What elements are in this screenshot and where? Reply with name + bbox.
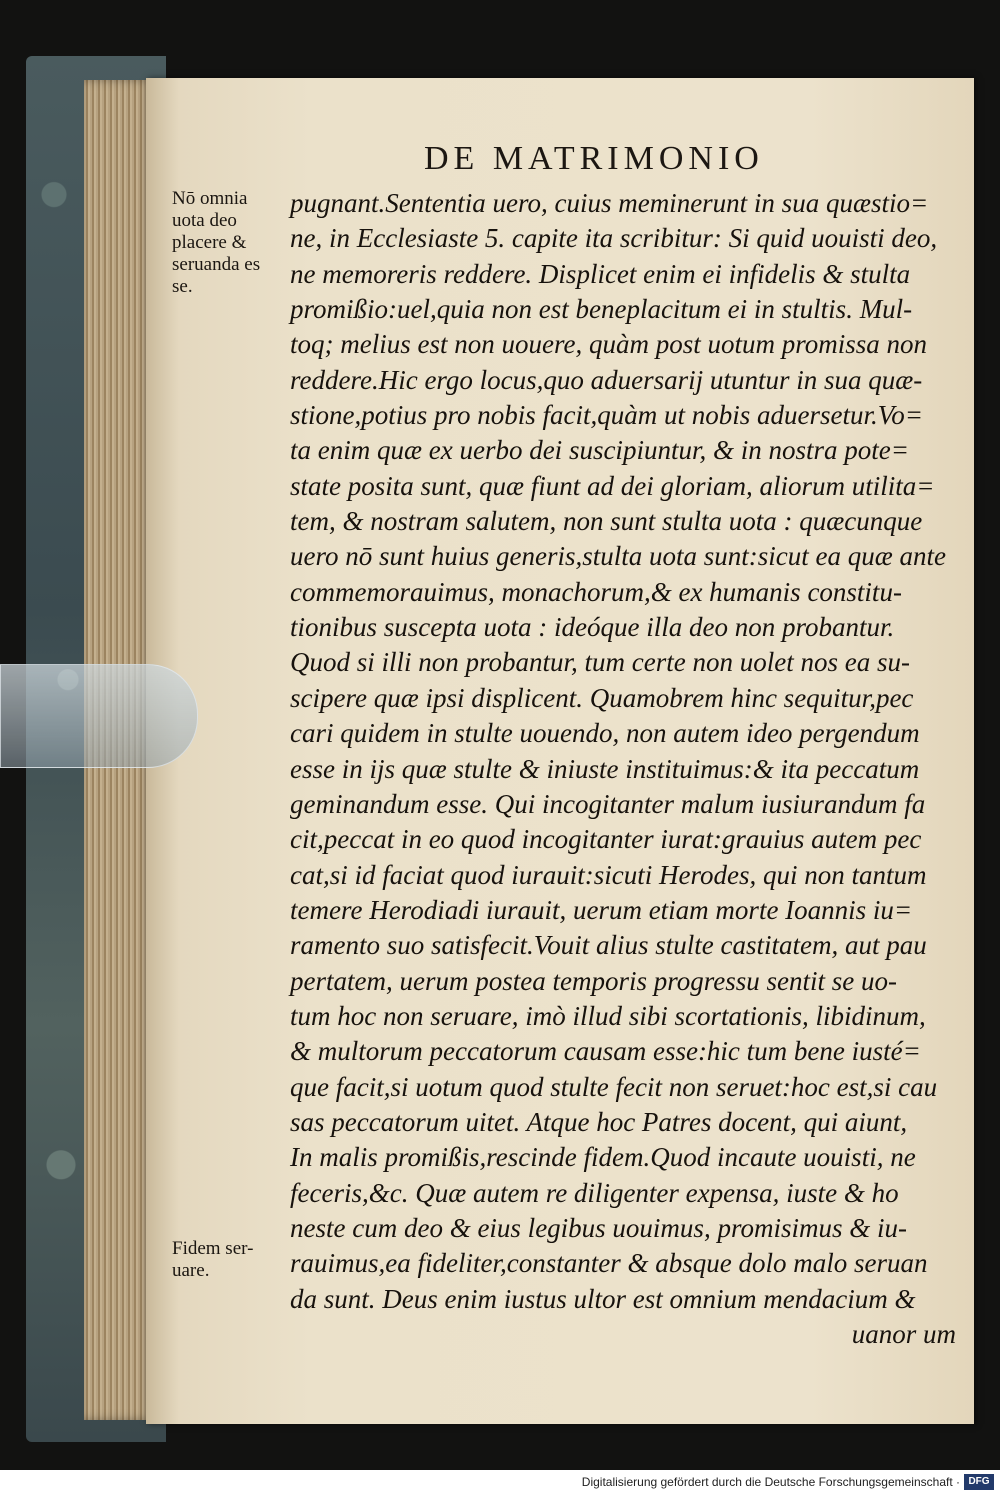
margin-note-line: Nō omnia xyxy=(172,188,248,209)
text-line: cari quidem in stulte uouendo, non autem ideo pergendum xyxy=(290,718,920,749)
text-line: scipere quæ ipsi displicent. Quamobrem hinc sequitur,pec xyxy=(290,682,914,713)
text-line: cat,si id faciat quod iurauit:sicuti Herodes, qui non tantum xyxy=(290,859,927,890)
margin-note-line: se. xyxy=(172,276,193,297)
text-line: neste cum deo & eius legibus uouimus, promisimus & iu- xyxy=(290,1212,907,1243)
text-line: Quod si illi non probantur, tum certe non uolet nos ea su- xyxy=(290,647,910,678)
text-line: temere Herodiadi iurauit, uerum etiam morte Ioannis iu= xyxy=(290,894,913,925)
margin-note-line: Fidem ser- xyxy=(172,1238,254,1259)
text-line: uero nō sunt huius generis,stulta uota sunt:sicut ea quæ ante xyxy=(290,541,946,572)
margin-note-line: placere & xyxy=(172,232,247,253)
text-line: da sunt. Deus enim iustus ultor est omnium mendacium & xyxy=(290,1283,916,1314)
dfg-logo-icon: DFG xyxy=(964,1474,994,1490)
margin-note-line: seruanda es xyxy=(172,254,261,275)
body-text xyxy=(290,186,962,1352)
text-line: tum hoc non seruare, imò illud sibi scortationis, libidinum, xyxy=(290,1000,926,1031)
running-header: DE MATRIMONIO xyxy=(424,140,764,177)
text-line: commemorauimus, monachorum,& ex humanis constitu- xyxy=(290,576,902,607)
text-line: cit,peccat in eo quod incogitanter iurat:grauius autem pec xyxy=(290,824,922,855)
text-line: toq; melius est non uouere, quàm post uotum promissa non xyxy=(290,329,927,360)
footer-bar xyxy=(0,1470,1000,1495)
text-line: In malis promißis,rescinde fidem.Quod incaute uouisti, ne xyxy=(290,1142,916,1173)
catchword: uanor um xyxy=(851,1319,956,1349)
text-line: reddere.Hic ergo locus,quo aduersarij utuntur in sua quæ- xyxy=(290,364,923,395)
text-line: tionibus suscepta uota : ideóque illa deo non probantur. xyxy=(290,612,895,643)
text-line: esse in ijs quæ stulte & iniuste instituimus:& ita peccatum xyxy=(290,753,920,784)
text-line: pugnant.Sententia uero, cuius meminerunt in sua quæstio= xyxy=(290,188,929,218)
text-line: feceris,&c. Quæ autem re diligenter expensa, iuste & ho xyxy=(290,1177,899,1208)
page-clip xyxy=(0,664,198,768)
text-line: pertatem, uerum postea temporis progressu sentit se uo- xyxy=(290,965,897,996)
text-line: ta enim quæ ex uerbo dei suscipiuntur, & in nostra pote= xyxy=(290,435,909,466)
text-line: state posita sunt, quæ fiunt ad dei gloriam, aliorum utilita= xyxy=(290,470,935,501)
text-line: ne memoreris reddere. Displicet enim ei infidelis & stulta xyxy=(290,258,911,289)
text-line: sas peccatorum uitet. Atque hoc Patres docent, qui aiunt, xyxy=(290,1106,908,1137)
text-line: rauimus,ea fideliter,constanter & absque dolo malo seruan xyxy=(290,1248,928,1279)
text-line: ne, in Ecclesiaste 5. capite ita scribitur: Si quid uouisti deo, xyxy=(290,223,938,254)
funding-credit: Digitalisierung gefördert durch die Deutsche Forschungsgemeinschaft · xyxy=(581,1475,960,1489)
text-line: & multorum peccatorum causam esse:hic tum bene iusté= xyxy=(290,1036,921,1067)
text-line: ramento suo satisfecit.Vouit alius stulte castitatem, aut pau xyxy=(290,930,927,961)
margin-note-line: uare. xyxy=(172,1260,210,1281)
text-line: promißio:uel,quia non est beneplacitum ei in stultis. Mul- xyxy=(290,294,913,325)
text-line: stione,potius pro nobis facit,quàm ut nobis aduersetur.Vo= xyxy=(290,400,923,431)
margin-note-1 xyxy=(172,188,290,298)
text-line: tem, & nostram salutem, non sunt stulta uota : quæcunque xyxy=(290,506,923,537)
margin-note-2 xyxy=(172,1238,290,1282)
margin-note-line: uota deo xyxy=(172,210,237,231)
text-line: geminandum esse. Qui incogitanter malum iusiurandum fa xyxy=(290,788,926,819)
text-line: que facit,si uotum quod stulte fecit non seruet:hoc est,si cau xyxy=(290,1071,938,1102)
